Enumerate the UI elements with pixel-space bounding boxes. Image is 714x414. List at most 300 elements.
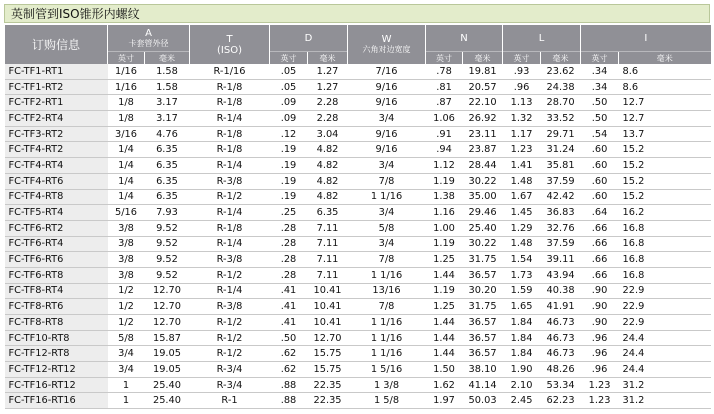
unit-mm-d: 毫米 (308, 52, 348, 65)
cell-n-inch: 1.19 (426, 173, 463, 189)
cell-t-iso: R-1/16 (190, 64, 270, 79)
col-header-t-sub: (ISO) (217, 44, 242, 56)
cell-t-iso: R-1/2 (190, 330, 270, 346)
cell-n-inch: 1.19 (426, 236, 463, 252)
cell-l-mm: 32.76 (541, 220, 581, 236)
unit-inch-l: 英寸 (503, 52, 541, 65)
cell-w-hex: 1 1/16 (348, 189, 426, 205)
cell-order-code: FC-TF6-RT6 (5, 252, 108, 268)
cell-a-inch: 3/8 (108, 267, 145, 283)
cell-n-inch: 1.44 (426, 330, 463, 346)
col-header-w-key: W (381, 34, 392, 45)
cell-a-inch: 1/4 (108, 142, 145, 158)
cell-i-inch: .96 (581, 330, 619, 346)
col-header-a-key: A (145, 27, 152, 39)
cell-l-inch: 1.45 (503, 205, 541, 221)
cell-order-code: FC-TF4-RT4 (5, 158, 108, 174)
unit-mm-l: 毫米 (541, 52, 581, 65)
cell-i-mm: 31.2 (619, 393, 711, 409)
table-row (5, 315, 711, 331)
cell-l-mm: 39.11 (541, 252, 581, 268)
cell-n-mm: 23.87 (463, 142, 503, 158)
col-header-a (108, 25, 190, 52)
unit-mm-n: 毫米 (463, 52, 503, 65)
cell-a-inch: 3/8 (108, 220, 145, 236)
cell-i-inch: .90 (581, 315, 619, 331)
cell-d-mm: 10.41 (308, 315, 348, 331)
col-header-l-key: L (538, 32, 545, 44)
cell-t-iso: R-3/8 (190, 173, 270, 189)
cell-l-inch: 1.67 (503, 189, 541, 205)
col-header-i-key: I (644, 32, 648, 44)
cell-l-mm: 62.23 (541, 393, 581, 409)
cell-n-inch: 1.62 (426, 377, 463, 393)
table-row (5, 362, 711, 378)
cell-d-inch: .62 (270, 346, 308, 362)
cell-t-iso: R-1/8 (190, 220, 270, 236)
cell-a-mm: 12.70 (145, 315, 190, 331)
cell-w-hex: 9/16 (348, 142, 426, 158)
cell-i-inch: .96 (581, 346, 619, 362)
cell-t-iso: R-1/4 (190, 111, 270, 127)
table-row (5, 283, 711, 299)
cell-d-inch: .41 (270, 283, 308, 299)
col-header-i (581, 25, 711, 52)
cell-order-code: FC-TF8-RT6 (5, 299, 108, 315)
cell-l-inch: 1.84 (503, 346, 541, 362)
cell-l-inch: 1.48 (503, 173, 541, 189)
cell-d-inch: .12 (270, 126, 308, 142)
cell-a-inch: 3/8 (108, 236, 145, 252)
cell-n-mm: 36.57 (463, 267, 503, 283)
cell-w-hex: 9/16 (348, 79, 426, 95)
cell-a-mm: 1.58 (145, 64, 190, 79)
col-header-w (348, 25, 426, 64)
cell-a-inch: 1/16 (108, 79, 145, 95)
spec-table (4, 25, 711, 409)
cell-l-mm: 48.26 (541, 362, 581, 378)
cell-n-mm: 30.22 (463, 236, 503, 252)
cell-a-mm: 25.40 (145, 377, 190, 393)
cell-i-mm: 12.7 (619, 95, 711, 111)
cell-i-mm: 15.2 (619, 158, 711, 174)
cell-i-inch: .50 (581, 111, 619, 127)
cell-d-inch: .19 (270, 158, 308, 174)
cell-i-mm: 15.2 (619, 189, 711, 205)
cell-l-inch: 1.23 (503, 142, 541, 158)
cell-n-mm: 30.22 (463, 173, 503, 189)
table-row (5, 393, 711, 409)
cell-d-mm: 4.82 (308, 189, 348, 205)
cell-n-inch: 1.06 (426, 111, 463, 127)
cell-d-mm: 15.75 (308, 346, 348, 362)
cell-w-hex: 7/8 (348, 299, 426, 315)
cell-l-inch: .96 (503, 79, 541, 95)
cell-a-inch: 1/2 (108, 315, 145, 331)
cell-d-inch: .19 (270, 142, 308, 158)
cell-d-mm: 12.70 (308, 330, 348, 346)
cell-l-mm: 35.81 (541, 158, 581, 174)
cell-d-mm: 4.82 (308, 142, 348, 158)
cell-l-inch: 2.45 (503, 393, 541, 409)
cell-l-mm: 43.94 (541, 267, 581, 283)
cell-w-hex: 13/16 (348, 283, 426, 299)
cell-n-mm: 31.75 (463, 252, 503, 268)
unit-inch-d: 英寸 (270, 52, 308, 65)
cell-a-mm: 9.52 (145, 252, 190, 268)
cell-n-mm: 50.03 (463, 393, 503, 409)
cell-l-inch: 1.17 (503, 126, 541, 142)
cell-d-mm: 10.41 (308, 283, 348, 299)
cell-i-mm: 16.8 (619, 252, 711, 268)
cell-n-mm: 36.57 (463, 330, 503, 346)
cell-order-code: FC-TF2-RT1 (5, 95, 108, 111)
cell-l-inch: 1.65 (503, 299, 541, 315)
cell-n-inch: 1.97 (426, 393, 463, 409)
cell-w-hex: 3/4 (348, 205, 426, 221)
cell-d-mm: 7.11 (308, 252, 348, 268)
cell-t-iso: R-1/4 (190, 236, 270, 252)
cell-a-inch: 1 (108, 393, 145, 409)
cell-n-inch: 1.19 (426, 283, 463, 299)
cell-i-mm: 24.4 (619, 346, 711, 362)
cell-i-inch: .60 (581, 158, 619, 174)
cell-n-mm: 35.00 (463, 189, 503, 205)
table-row (5, 346, 711, 362)
cell-t-iso: R-1 (190, 393, 270, 409)
cell-l-mm: 23.62 (541, 64, 581, 79)
cell-i-mm: 13.7 (619, 126, 711, 142)
table-title: 英制管到ISO锥形内螺纹 (4, 4, 710, 23)
unit-mm-i: 毫米 (619, 52, 711, 65)
cell-i-mm: 16.8 (619, 267, 711, 283)
cell-a-mm: 12.70 (145, 299, 190, 315)
cell-n-mm: 30.20 (463, 283, 503, 299)
unit-inch-i: 英寸 (581, 52, 619, 65)
col-header-n-key: N (460, 32, 468, 44)
cell-d-inch: .09 (270, 95, 308, 111)
cell-i-inch: .66 (581, 267, 619, 283)
cell-n-mm: 38.10 (463, 362, 503, 378)
cell-l-mm: 31.24 (541, 142, 581, 158)
cell-d-inch: .41 (270, 299, 308, 315)
cell-order-code: FC-TF10-RT8 (5, 330, 108, 346)
cell-i-inch: .60 (581, 173, 619, 189)
cell-i-mm: 15.2 (619, 173, 711, 189)
cell-i-mm: 8.6 (619, 79, 711, 95)
cell-i-inch: .66 (581, 220, 619, 236)
cell-w-hex: 1 1/16 (348, 315, 426, 331)
cell-i-mm: 16.8 (619, 220, 711, 236)
cell-d-mm: 7.11 (308, 267, 348, 283)
col-header-t-key: T (226, 33, 233, 45)
cell-n-inch: 1.44 (426, 315, 463, 331)
cell-a-mm: 4.76 (145, 126, 190, 142)
cell-w-hex: 5/8 (348, 220, 426, 236)
cell-w-hex: 3/4 (348, 111, 426, 127)
cell-n-mm: 28.44 (463, 158, 503, 174)
table-row (5, 158, 711, 174)
cell-a-inch: 1/8 (108, 111, 145, 127)
cell-n-mm: 25.40 (463, 220, 503, 236)
cell-n-inch: .78 (426, 64, 463, 79)
cell-n-mm: 36.57 (463, 315, 503, 331)
cell-d-inch: .41 (270, 315, 308, 331)
cell-d-mm: 4.82 (308, 173, 348, 189)
cell-a-mm: 3.17 (145, 111, 190, 127)
cell-order-code: FC-TF5-RT4 (5, 205, 108, 221)
cell-l-mm: 41.91 (541, 299, 581, 315)
cell-d-mm: 22.35 (308, 393, 348, 409)
cell-order-code: FC-TF2-RT4 (5, 111, 108, 127)
cell-d-mm: 6.35 (308, 205, 348, 221)
cell-w-hex: 1 1/16 (348, 330, 426, 346)
table-row (5, 79, 711, 95)
cell-n-mm: 22.10 (463, 95, 503, 111)
cell-order-code: FC-TF6-RT8 (5, 267, 108, 283)
cell-l-inch: 1.13 (503, 95, 541, 111)
cell-t-iso: R-3/4 (190, 377, 270, 393)
col-header-l (503, 25, 581, 52)
cell-l-inch: 1.29 (503, 220, 541, 236)
cell-a-inch: 1/2 (108, 283, 145, 299)
cell-i-mm: 24.4 (619, 362, 711, 378)
cell-n-inch: 1.25 (426, 252, 463, 268)
cell-l-inch: 1.41 (503, 158, 541, 174)
cell-order-code: FC-TF16-RT12 (5, 377, 108, 393)
cell-l-mm: 24.38 (541, 79, 581, 95)
cell-t-iso: R-1/4 (190, 205, 270, 221)
cell-a-inch: 1/2 (108, 299, 145, 315)
cell-i-inch: .60 (581, 189, 619, 205)
cell-d-mm: 4.82 (308, 158, 348, 174)
cell-n-inch: 1.12 (426, 158, 463, 174)
cell-d-inch: .28 (270, 267, 308, 283)
cell-a-inch: 3/8 (108, 252, 145, 268)
cell-a-mm: 19.05 (145, 362, 190, 378)
cell-l-mm: 40.38 (541, 283, 581, 299)
cell-d-mm: 2.28 (308, 95, 348, 111)
cell-a-inch: 1/4 (108, 189, 145, 205)
cell-l-inch: 1.59 (503, 283, 541, 299)
cell-order-code: FC-TF1-RT1 (5, 64, 108, 79)
cell-d-mm: 15.75 (308, 362, 348, 378)
cell-a-mm: 7.93 (145, 205, 190, 221)
col-header-d-key: D (304, 32, 313, 44)
cell-order-code: FC-TF4-RT8 (5, 189, 108, 205)
cell-i-inch: .90 (581, 283, 619, 299)
cell-a-mm: 9.52 (145, 267, 190, 283)
cell-l-mm: 28.70 (541, 95, 581, 111)
cell-n-mm: 26.92 (463, 111, 503, 127)
cell-t-iso: R-1/2 (190, 315, 270, 331)
cell-l-mm: 46.73 (541, 315, 581, 331)
unit-inch-n: 英寸 (426, 52, 463, 65)
cell-order-code: FC-TF1-RT2 (5, 79, 108, 95)
cell-i-mm: 22.9 (619, 283, 711, 299)
cell-a-mm: 25.40 (145, 393, 190, 409)
cell-l-inch: .93 (503, 64, 541, 79)
cell-l-inch: 1.48 (503, 236, 541, 252)
cell-d-mm: 1.27 (308, 79, 348, 95)
table-row (5, 236, 711, 252)
table-row (5, 252, 711, 268)
cell-l-mm: 36.83 (541, 205, 581, 221)
table-row (5, 377, 711, 393)
cell-order-code: FC-TF4-RT6 (5, 173, 108, 189)
cell-i-inch: .50 (581, 95, 619, 111)
cell-i-mm: 12.7 (619, 111, 711, 127)
cell-t-iso: R-1/2 (190, 189, 270, 205)
table-row (5, 126, 711, 142)
cell-a-mm: 1.58 (145, 79, 190, 95)
cell-i-inch: .90 (581, 299, 619, 315)
cell-w-hex: 9/16 (348, 95, 426, 111)
cell-i-inch: .96 (581, 362, 619, 378)
table-row (5, 64, 711, 79)
cell-order-code: FC-TF8-RT8 (5, 315, 108, 331)
cell-d-mm: 10.41 (308, 299, 348, 315)
cell-t-iso: R-1/8 (190, 142, 270, 158)
table-body (5, 64, 711, 409)
cell-n-inch: .81 (426, 79, 463, 95)
cell-n-inch: 1.44 (426, 267, 463, 283)
cell-a-mm: 9.52 (145, 236, 190, 252)
header-row-groups (5, 25, 711, 52)
cell-d-inch: .28 (270, 220, 308, 236)
cell-w-hex: 1 3/8 (348, 377, 426, 393)
cell-l-mm: 29.71 (541, 126, 581, 142)
cell-n-inch: 1.16 (426, 205, 463, 221)
cell-d-mm: 3.04 (308, 126, 348, 142)
cell-t-iso: R-1/8 (190, 126, 270, 142)
cell-n-inch: 1.25 (426, 299, 463, 315)
cell-i-mm: 16.8 (619, 236, 711, 252)
cell-d-inch: .88 (270, 377, 308, 393)
cell-a-mm: 6.35 (145, 158, 190, 174)
cell-d-inch: .19 (270, 173, 308, 189)
cell-w-hex: 7/8 (348, 173, 426, 189)
unit-inch-a: 英寸 (108, 52, 145, 65)
cell-l-mm: 37.59 (541, 173, 581, 189)
cell-i-inch: .34 (581, 79, 619, 95)
cell-w-hex: 1 1/16 (348, 346, 426, 362)
cell-d-inch: .62 (270, 362, 308, 378)
cell-i-inch: .60 (581, 142, 619, 158)
col-header-t (190, 25, 270, 64)
table-row (5, 299, 711, 315)
cell-d-inch: .09 (270, 111, 308, 127)
cell-n-mm: 19.81 (463, 64, 503, 79)
cell-i-mm: 16.2 (619, 205, 711, 221)
cell-a-mm: 12.70 (145, 283, 190, 299)
cell-d-inch: .25 (270, 205, 308, 221)
cell-t-iso: R-3/8 (190, 252, 270, 268)
cell-d-mm: 22.35 (308, 377, 348, 393)
cell-a-inch: 5/8 (108, 330, 145, 346)
cell-order-code: FC-TF12-RT12 (5, 362, 108, 378)
cell-a-inch: 1/16 (108, 64, 145, 79)
cell-n-mm: 31.75 (463, 299, 503, 315)
cell-d-mm: 2.28 (308, 111, 348, 127)
cell-i-mm: 22.9 (619, 299, 711, 315)
cell-w-hex: 1 5/8 (348, 393, 426, 409)
table-row (5, 95, 711, 111)
cell-l-inch: 1.84 (503, 315, 541, 331)
cell-i-inch: 1.23 (581, 377, 619, 393)
cell-i-mm: 31.2 (619, 377, 711, 393)
cell-i-mm: 24.4 (619, 330, 711, 346)
cell-a-mm: 19.05 (145, 346, 190, 362)
cell-t-iso: R-1/8 (190, 79, 270, 95)
cell-i-inch: .66 (581, 236, 619, 252)
cell-order-code: FC-TF12-RT8 (5, 346, 108, 362)
cell-a-mm: 6.35 (145, 142, 190, 158)
cell-d-inch: .05 (270, 64, 308, 79)
cell-t-iso: R-3/4 (190, 362, 270, 378)
cell-a-mm: 3.17 (145, 95, 190, 111)
cell-w-hex: 3/4 (348, 236, 426, 252)
col-header-w-sub: 六角对边宽度 (362, 45, 411, 54)
cell-l-inch: 1.84 (503, 330, 541, 346)
cell-t-iso: R-1/2 (190, 267, 270, 283)
cell-a-mm: 6.35 (145, 173, 190, 189)
cell-a-inch: 1 (108, 377, 145, 393)
cell-l-mm: 46.73 (541, 330, 581, 346)
cell-order-code: FC-TF6-RT2 (5, 220, 108, 236)
table-row (5, 330, 711, 346)
table-row (5, 189, 711, 205)
cell-n-inch: 1.00 (426, 220, 463, 236)
cell-t-iso: R-3/8 (190, 299, 270, 315)
cell-n-inch: 1.44 (426, 346, 463, 362)
cell-l-inch: 2.10 (503, 377, 541, 393)
col-header-d (270, 25, 348, 52)
cell-d-inch: .50 (270, 330, 308, 346)
cell-l-mm: 42.42 (541, 189, 581, 205)
cell-w-hex: 7/8 (348, 252, 426, 268)
cell-a-mm: 9.52 (145, 220, 190, 236)
cell-a-inch: 1/8 (108, 95, 145, 111)
cell-d-inch: .05 (270, 79, 308, 95)
cell-n-mm: 29.46 (463, 205, 503, 221)
cell-n-inch: 1.38 (426, 189, 463, 205)
cell-a-inch: 3/4 (108, 346, 145, 362)
cell-t-iso: R-1/4 (190, 158, 270, 174)
cell-i-inch: .64 (581, 205, 619, 221)
spec-table-panel (4, 0, 710, 409)
cell-l-mm: 33.52 (541, 111, 581, 127)
cell-n-inch: .91 (426, 126, 463, 142)
cell-a-mm: 15.87 (145, 330, 190, 346)
cell-a-mm: 6.35 (145, 189, 190, 205)
cell-w-hex: 7/16 (348, 64, 426, 79)
cell-d-inch: .19 (270, 189, 308, 205)
cell-l-mm: 37.59 (541, 236, 581, 252)
cell-w-hex: 1 1/16 (348, 267, 426, 283)
cell-n-mm: 36.57 (463, 346, 503, 362)
cell-t-iso: R-1/4 (190, 283, 270, 299)
table-row (5, 220, 711, 236)
unit-mm-a: 毫米 (145, 52, 190, 65)
table-row (5, 267, 711, 283)
cell-n-mm: 41.14 (463, 377, 503, 393)
cell-n-inch: .87 (426, 95, 463, 111)
cell-a-inch: 1/4 (108, 173, 145, 189)
cell-l-inch: 1.54 (503, 252, 541, 268)
cell-a-inch: 5/16 (108, 205, 145, 221)
cell-order-code: FC-TF8-RT4 (5, 283, 108, 299)
